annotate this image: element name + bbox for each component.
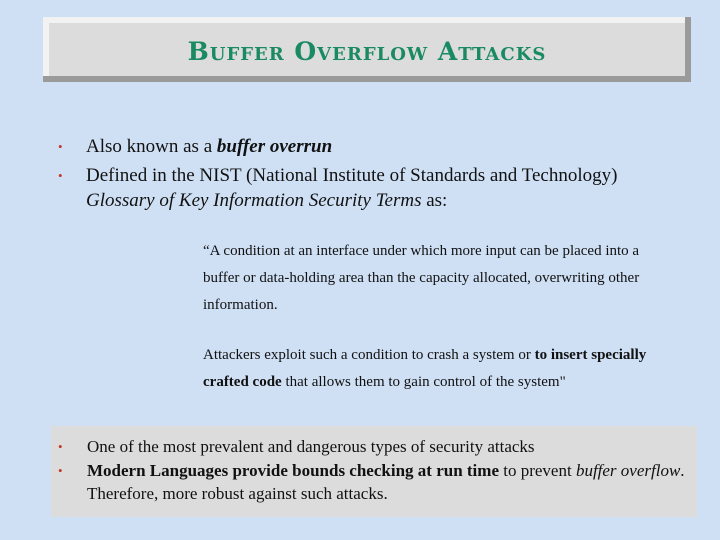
bullet-text: Also known as a buffer overrun: [86, 136, 333, 157]
summary-bullet-list: [58, 435, 686, 506]
nist-definition-quote: [203, 238, 673, 396]
bullet-item: [58, 459, 686, 505]
bullet-icon: •: [58, 439, 63, 454]
quote-paragraph: “A condition at an interface under which more input can be placed into a buffer or data-holding area than the capacity allocated, overwriting other information.: [203, 243, 640, 313]
bullet-item: [58, 163, 678, 213]
bullet-icon: •: [58, 168, 63, 183]
bullet-list: [58, 134, 678, 217]
bullet-text: Modern Languages provide bounds checking at run time to prevent buffer overflow. Therefore, more robust against such attacks.: [87, 461, 685, 503]
slide-title: Buffer Overflow Attacks: [187, 37, 547, 66]
summary-box: [51, 426, 697, 517]
bullet-icon: •: [58, 463, 63, 478]
bullet-item: [58, 435, 686, 458]
title-banner: [43, 17, 691, 82]
bullet-icon: •: [58, 139, 63, 154]
quote-paragraph: Attackers exploit such a condition to crash a system or to insert specially crafted code that allows them to gain control of the system": [203, 347, 647, 390]
bullet-item: [58, 134, 678, 159]
bullet-text: Defined in the NIST (National Institute of Standards and Technology) Glossary of Key Information Security Terms as:: [86, 165, 618, 211]
bullet-text: One of the most prevalent and dangerous types of security attacks: [87, 437, 535, 456]
